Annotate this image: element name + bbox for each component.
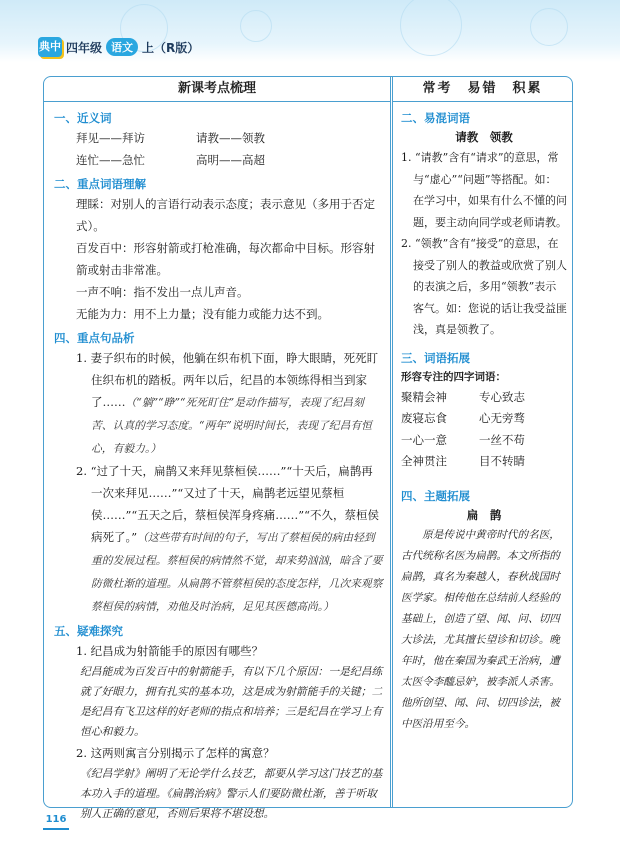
series-logo: 典中: [38, 37, 62, 57]
sentence-note: （这些带有时间的句子，写出了蔡桓侯的病由轻到重的发展过程。蔡桓侯的病情然不觉，却来势汹汹，暗含了要防微杜渐的道理。从扁鹊不管蔡桓侯的态度怎样，几次来观察蔡桓侯的病情，劝他及时治病，足见其医德高尚。）: [91, 531, 383, 613]
vocab-item: 一声不响：指不发出一点儿声音。: [76, 285, 249, 299]
sentence-text: 1. 妻子织布的时候，他躺在织布机下面，睁大眼睛，死死盯住织布机的踏板。两年以后，纪昌的本领练得相当到家了……: [76, 351, 379, 409]
section-confusing-words-title: 二、易混词语: [401, 111, 470, 125]
section-sentences-title: 四、重点句品析: [54, 331, 135, 345]
sentence-item: [69, 460, 384, 618]
section-synonyms-title: 一、近义词: [54, 111, 112, 125]
decor-circle: [530, 8, 568, 46]
series-brand: [38, 36, 199, 58]
idiom-list: [401, 387, 567, 473]
confusing-word-item: 2. “领教”含有“接受”的意思，在接受了别人的教益或欣赏了别人的表演之后，多用“领教”表示客气。如：您说的话让我受益匪浅，真是领教了。: [401, 237, 567, 336]
idiom: 专心致志: [479, 389, 525, 404]
synonym-pairs: [54, 127, 384, 171]
idiom: 废寝忘食: [401, 411, 447, 425]
section-word-expansion-title: 三、词语拓展: [401, 350, 470, 365]
vocab-item: 理睬：对别人的言语行动表示态度；表示意见（多用于否定式）。: [76, 197, 375, 233]
story-title: 扁 鹊: [466, 507, 502, 522]
section-vocab-title: 二、重点词语理解: [54, 177, 146, 191]
story-text: 原是传说中黄帝时代的名医，古代统称名医为扁鹊。本文所指的扁鹊，真名为秦越人，春秋战国时医学家。相传他在总结前人经验的基础上，创造了望、闻、问、切四大诊法，尤其擅长望诊和切诊。晚年时，他在秦国为秦武王治病，遭太医令李醯忌妒，被李派人杀害。他所创望、闻、问、切四诊法，被中医沿用至今。: [401, 528, 560, 730]
idiom: 全神贯注: [401, 454, 447, 468]
column-divider: [390, 77, 393, 807]
sentence-text: 2. “过了十天，扁鹊又来拜见蔡桓侯……”“十天后，扁鹊再一次来拜见……”“又过了十天，扁鹊老远望见蔡桓侯……”“五天之后，蔡桓侯浑身疼痛……”“不久，蔡桓侯病死了。”: [76, 464, 380, 544]
sentence-item: [69, 347, 384, 460]
inquiry-question: 2. 这两则寓言分别揭示了怎样的寓意？: [76, 746, 275, 760]
decor-circle: [400, 0, 462, 56]
idiom: 一心一意: [401, 432, 447, 447]
synonym-pair: 高明——高超: [196, 153, 265, 167]
section-theme-title: 四、主题拓展: [401, 488, 470, 503]
left-column: [54, 105, 384, 824]
confusing-word-item: 1. “请教”含有“请求”的意思，常与“虚心”“问题”等搭配。如：在学习中，如果有什么不懂的问题，要主动向同学或老师请教。: [401, 151, 567, 229]
idiom: 心无旁骛: [479, 411, 525, 425]
idioms-label: 形容专注的四字词语：: [401, 370, 506, 383]
confusing-words-subtitle: 请教 领教: [455, 130, 513, 144]
synonym-pair: 连忙——急忙: [76, 153, 145, 167]
grade-label: 四年级: [66, 40, 103, 55]
inquiry-question: 1. 纪昌成为射箭能手的原因有哪些？: [76, 644, 264, 658]
idiom: 一丝不苟: [479, 432, 525, 447]
idiom: 目不转睛: [479, 454, 525, 468]
subject-badge: 语文: [106, 38, 138, 56]
right-column: [401, 105, 567, 735]
inquiry-answer: 纪昌能成为百发百中的射箭能手，有以下几个原因：一是纪昌练就了好眼力，拥有扎实的基本功，这是成为射箭能手的关键；二是纪昌有飞卫这样的好老师的指点和培养；三是纪昌在学习上有恒心和毅力。: [80, 665, 383, 738]
synonym-pair: 请教——领教: [196, 131, 265, 145]
right-column-title: 常考 易错 积累: [393, 77, 572, 102]
page-number: 116: [43, 812, 69, 830]
volume-label: 上（R版）: [142, 40, 200, 55]
left-column-title: 新课考点梳理: [44, 77, 390, 102]
vocab-item: 无能为力：用不上力量；没有能力或能力达不到。: [76, 307, 329, 321]
idiom: 聚精会神: [401, 389, 447, 404]
decor-circle: [240, 10, 272, 42]
section-inquiry-title: 五、疑难探究: [54, 624, 123, 638]
inquiry-answer: 《纪昌学射》阐明了无论学什么技艺，都要从学习这门技艺的基本功入手的道理。《扁鹊治病》警示人们要防微杜渐，善于听取别人正确的意见，否则后果将不堪设想。: [80, 767, 383, 820]
sentence-note: （“躺”“睁”“死死盯住”是动作描写，表现了纪昌刻苦、认真的学习态度。“两年”说明时间长，表现了纪昌有恒心，有毅力。）: [91, 396, 372, 455]
synonym-pair: 拜见——拜访: [76, 131, 145, 145]
vocab-item: 百发百中：形容射箭或打枪准确，每次都命中目标。形容射箭或射击非常准。: [76, 241, 375, 277]
